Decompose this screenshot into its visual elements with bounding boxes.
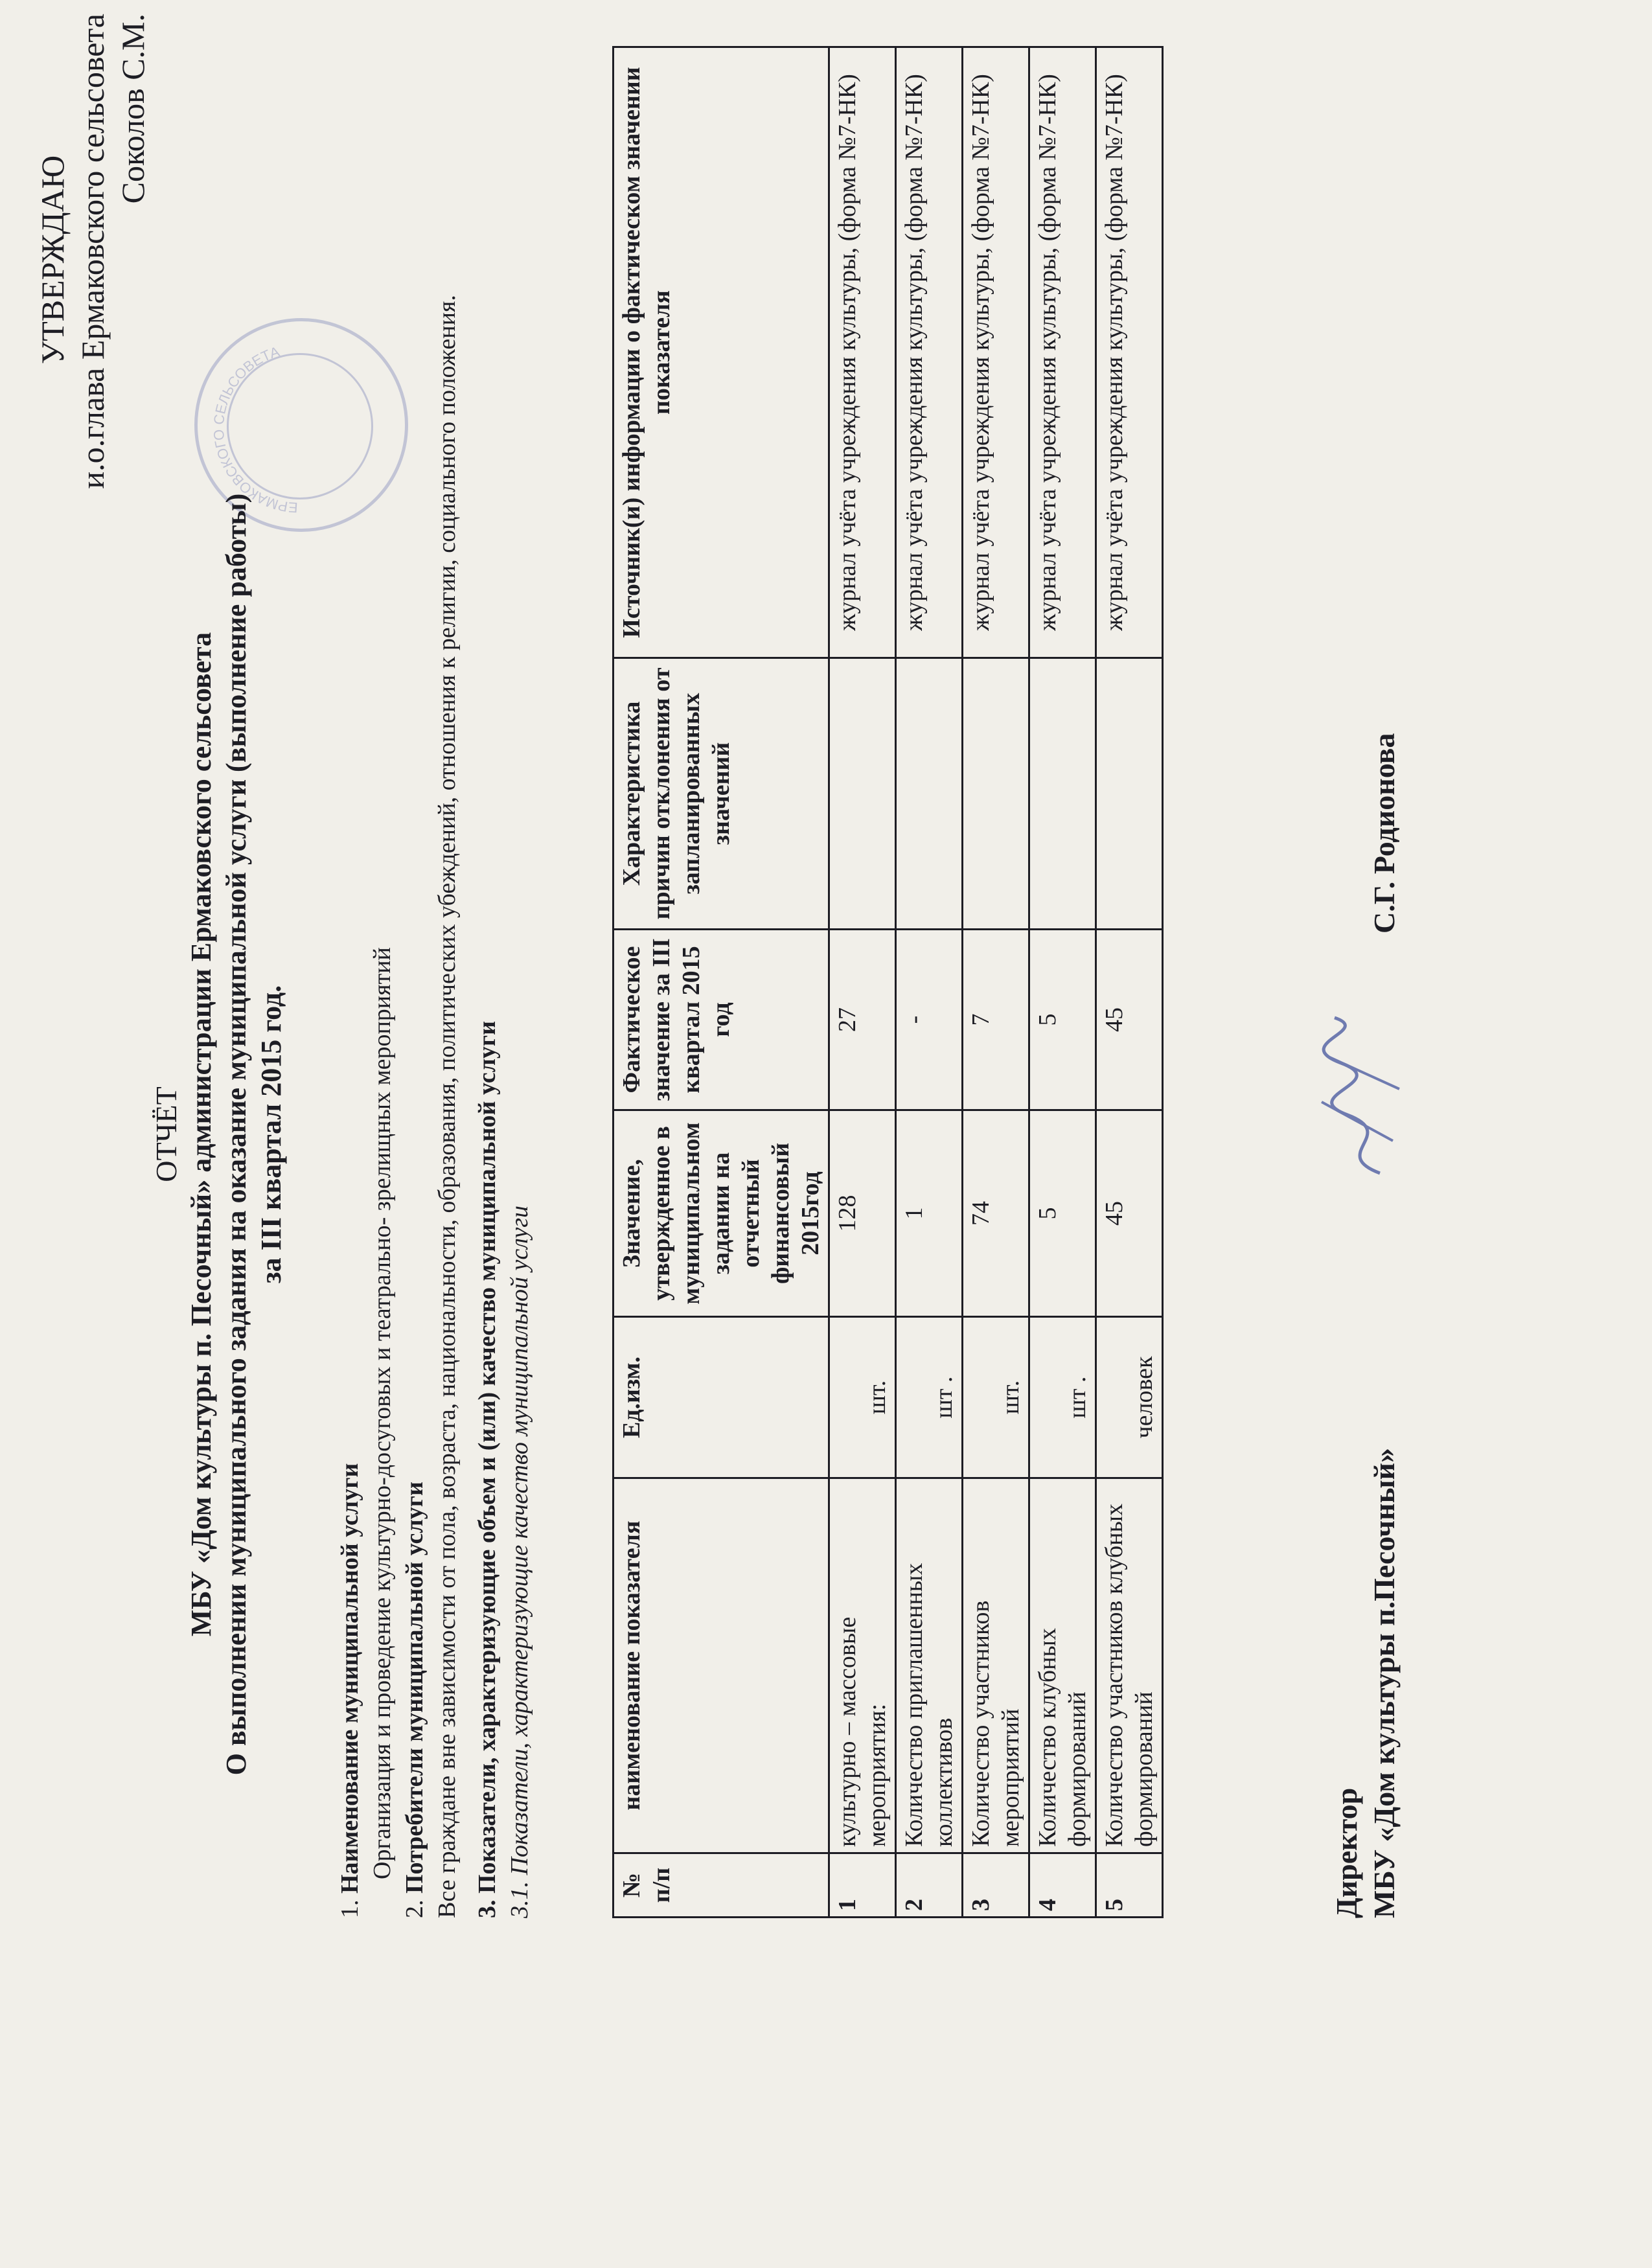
header-fact: Фактическое значение за III квартал 2015 год	[614, 930, 829, 1110]
cell-unit: человек	[1096, 1317, 1163, 1478]
cell-fact: 45	[1096, 930, 1163, 1110]
cell-name: Количество клубных формирований	[1029, 1478, 1096, 1853]
cell-plan: 74	[963, 1110, 1029, 1317]
seal-text: ЕРМАКОВСКОГО СЕЛЬСОВЕТА	[210, 343, 299, 516]
footer-block	[1328, 1448, 1403, 1918]
cell-plan: 5	[1029, 1110, 1096, 1317]
header-deviation: Характеристика причин отклонения от запланированных значений	[614, 658, 829, 930]
section1-number: 1.	[336, 1899, 363, 1918]
table-row	[896, 47, 963, 1918]
cell-deviation	[829, 658, 896, 930]
footer-position: Директор	[1330, 1787, 1363, 1918]
cell-num: 3	[963, 1853, 1029, 1918]
cell-plan: 45	[1096, 1110, 1163, 1317]
cell-deviation	[1029, 658, 1096, 930]
document-title	[149, 227, 289, 2041]
table-header-row	[614, 47, 829, 1918]
section1-heading: Наименование муниципальной услуги	[336, 1463, 363, 1894]
cell-num: 5	[1096, 1853, 1163, 1918]
cell-name: культурно – массовые мероприятия:	[829, 1478, 896, 1853]
cell-source: журнал учёта учреждения культуры, (форма №7-НК)	[963, 47, 1029, 658]
approval-position: и.о.глава Ермаковского сельсовета	[75, 14, 111, 489]
cell-fact: 7	[963, 930, 1029, 1110]
approval-name: Соколов С.М.	[115, 14, 151, 204]
footer-organization: МБУ «Дом культуры п.Песочный»	[1368, 1447, 1401, 1918]
section2-text: Все граждане вне зависимости от пола, возраста, национальности, образования, политических убеждений, отношения к религии, социального положения.	[433, 295, 461, 1918]
header-num: № п/п	[614, 1853, 829, 1918]
section1-text: Организация и проведение культурно-досуговых и театрально- зрелищных мероприятий	[369, 947, 396, 1879]
approval-block	[32, 14, 153, 506]
cell-source: журнал учёта учреждения культуры, (форма №7-НК)	[896, 47, 963, 658]
header-unit: Ед.изм.	[614, 1317, 829, 1478]
cell-unit: шт.	[963, 1317, 1029, 1478]
cell-plan: 128	[829, 1110, 896, 1317]
cell-name: Количество приглашенных коллективов	[896, 1478, 963, 1853]
cell-deviation	[1096, 658, 1163, 930]
cell-fact: -	[896, 930, 963, 1110]
title-org: МБУ «Дом культуры п. Песочный» администрации Ермаковского сельсовета	[185, 632, 217, 1637]
table-row	[829, 47, 896, 1918]
director-name: С.Г. Родионова	[1368, 733, 1401, 934]
header-source: Источник(и) информации о фактическом значении показателя	[614, 47, 829, 658]
cell-fact: 5	[1029, 930, 1096, 1110]
cell-num: 2	[896, 1853, 963, 1918]
approval-head: УТВЕРЖДАЮ	[34, 155, 71, 365]
document-body	[334, 40, 536, 1918]
section2-heading: Потребители муниципальной услуги	[401, 1482, 428, 1894]
cell-unit: шт.	[829, 1317, 896, 1478]
table-row	[1096, 47, 1163, 1918]
cell-name: Количество участников мероприятий	[963, 1478, 1029, 1853]
section2-number: 2.	[401, 1899, 428, 1918]
cell-unit: шт .	[1029, 1317, 1096, 1478]
section3-heading: 3. Показатели, характеризующие объем и (или) качество муниципальной услуги	[474, 1020, 501, 1918]
cell-source: журнал учёта учреждения культуры, (форма №7-НК)	[829, 47, 896, 658]
title-period: за III квартал 2015 год.	[255, 985, 287, 1284]
cell-name: Количество участников клубных формирований	[1096, 1478, 1163, 1853]
cell-deviation	[896, 658, 963, 930]
header-plan: Значение, утвержденное в муниципальном задании на отчетный финансовый 2015год	[614, 1110, 829, 1317]
table-row	[1029, 47, 1096, 1918]
title-subject: О выполнении муниципального задания на оказание муниципальной услуги (выполнение работы)	[220, 493, 252, 1776]
director-signature	[1315, 1011, 1406, 1180]
cell-plan: 1	[896, 1110, 963, 1317]
section3-subheading: 3.1. Показатели, характеризующие качество муниципальной услуги	[506, 1205, 533, 1918]
indicators-table	[612, 46, 1164, 1918]
header-name: наименование показателя	[614, 1478, 829, 1853]
cell-deviation	[963, 658, 1029, 930]
cell-num: 4	[1029, 1853, 1096, 1918]
cell-num: 1	[829, 1853, 896, 1918]
cell-source: журнал учёта учреждения культуры, (форма №7-НК)	[1096, 47, 1163, 658]
cell-fact: 27	[829, 930, 896, 1110]
table-row	[963, 47, 1029, 1918]
cell-unit: шт .	[896, 1317, 963, 1478]
cell-source: журнал учёта учреждения культуры, (форма №7-НК)	[1029, 47, 1096, 658]
title-report: ОТЧЁТ	[150, 1086, 183, 1182]
